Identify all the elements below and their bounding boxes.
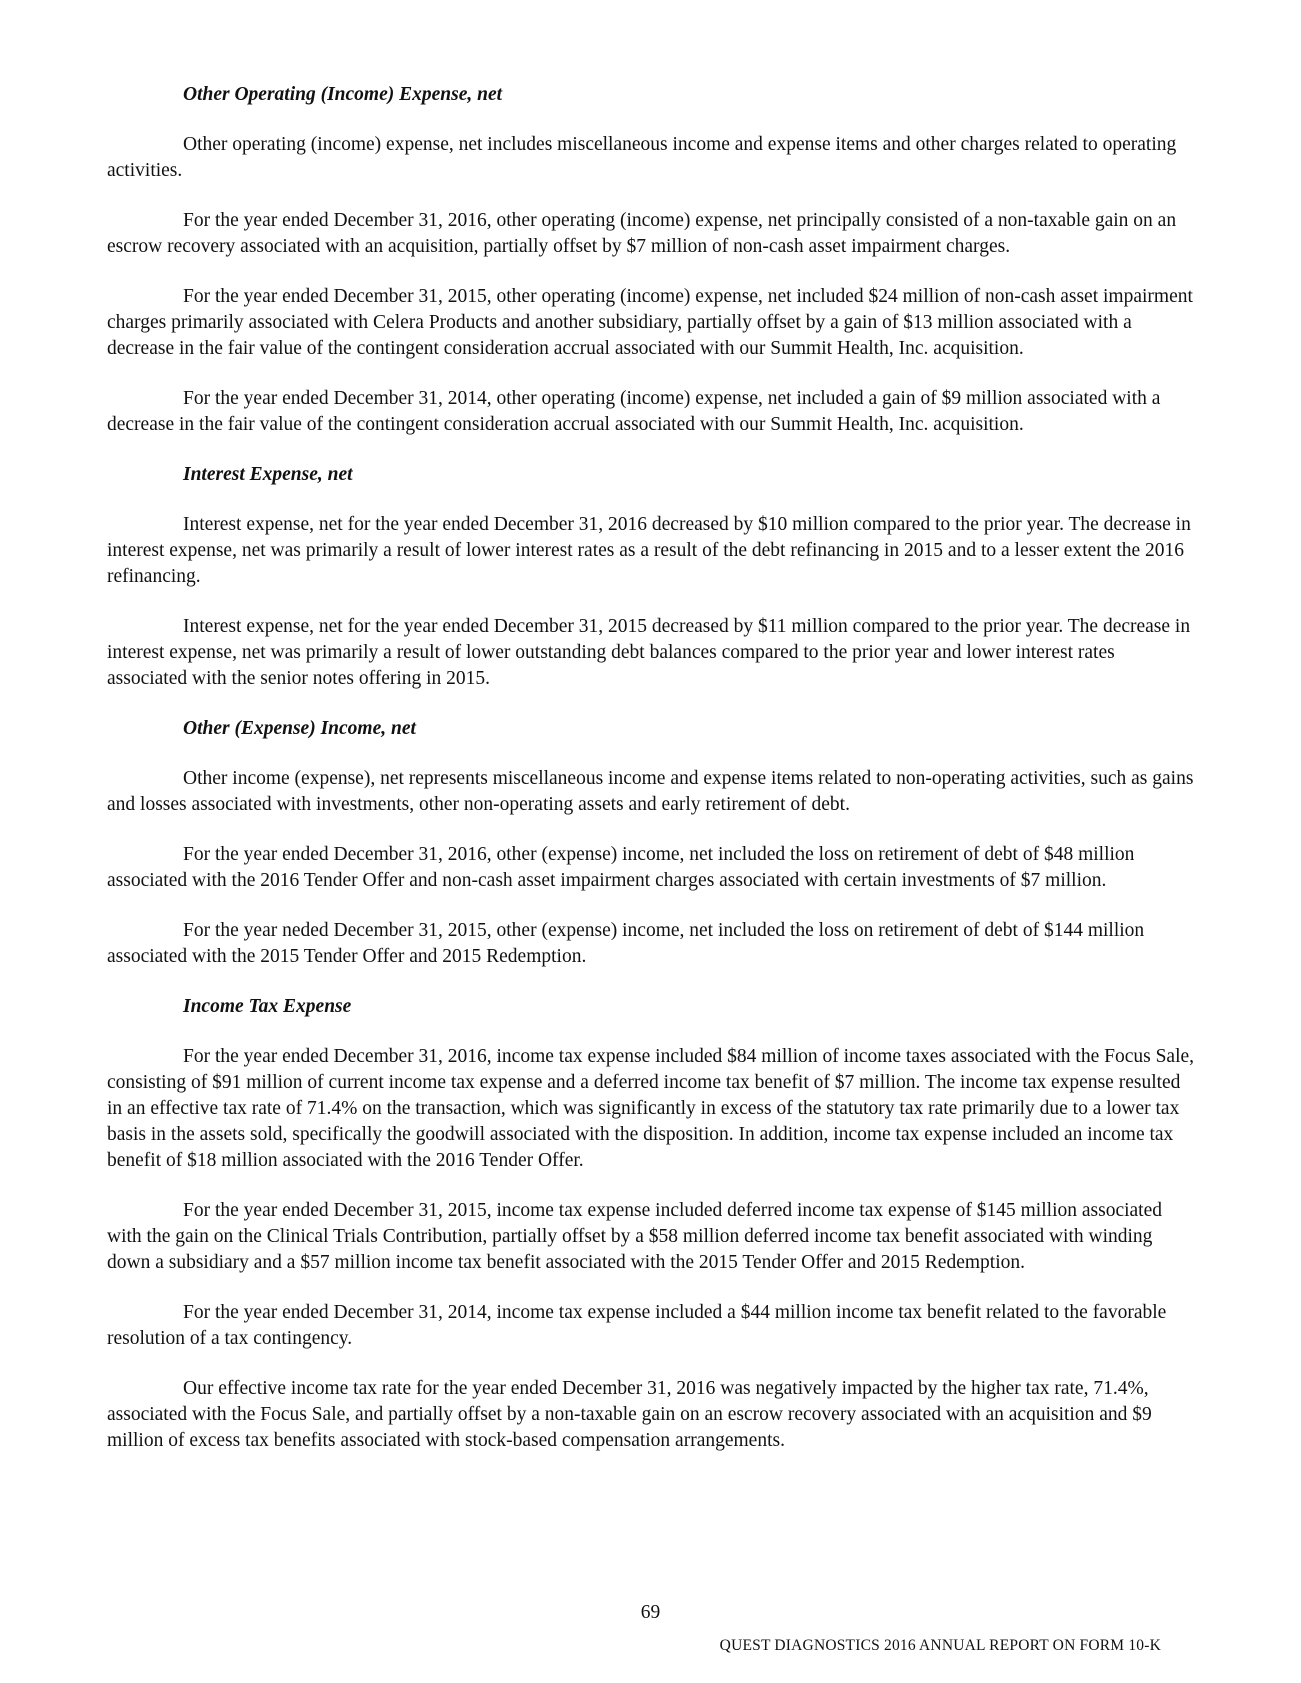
paragraph: Interest expense, net for the year ended December 31, 2016 decreased by $10 million compared to the prior year. The decrease in interest expense, net was primarily a result of lower interest rates as a result of the debt refinancing in 2015 and to a lesser extent the 2016 refinancing. <box>107 514 1191 587</box>
section-heading-other-operating: Other Operating (Income) Expense, net <box>183 84 503 105</box>
paragraph: Our effective income tax rate for the year ended December 31, 2016 was negatively impacted by the higher tax rate, 71.4%, associated with the Focus Sale, and partially offset by a non-taxable gain on an escrow recovery associated with an acquisition and $9 million of excess tax benefits associated with stock-based compensation arrangements. <box>107 1378 1152 1451</box>
paragraph: Other income (expense), net represents miscellaneous income and expense items related to non-operating activities, such as gains and losses associated with investments, other non-operating assets and early retirement of debt. <box>107 768 1194 815</box>
paragraph: For the year ended December 31, 2016, income tax expense included $84 million of income taxes associated with the Focus Sale, consisting of $91 million of current income tax expense and a deferred income tax benefit of $7 million. The income tax expense resulted in an effective tax rate of 71.4% on the transaction, which was significantly in excess of the statutory tax rate primarily due to a lower tax basis in the assets sold, specifically the goodwill associated with the disposition. In addition, income tax expense included an income tax benefit of $18 million associated with the 2016 Tender Offer. <box>107 1046 1195 1171</box>
document-body <box>107 82 1197 1478</box>
section-heading-interest-expense: Interest Expense, net <box>183 464 353 485</box>
paragraph: For the year neded December 31, 2015, other (expense) income, net included the loss on retirement of debt of $144 million associated with the 2015 Tender Offer and 2015 Redemption. <box>107 920 1145 967</box>
paragraph: Other operating (income) expense, net includes miscellaneous income and expense items and other charges related to operating activities. <box>107 134 1177 181</box>
page-footer: QUEST DIAGNOSTICS 2016 ANNUAL REPORT ON FORM 10-K <box>719 1637 1161 1654</box>
paragraph: For the year ended December 31, 2015, other operating (income) expense, net included $24 million of non-cash asset impairment charges primarily associated with Celera Products and another subsidiary, partially offset by a gain of $13 million associated with a decrease in the fair value of the contingent consideration accrual associated with our Summit Health, Inc. acquisition. <box>107 286 1193 359</box>
paragraph: For the year ended December 31, 2016, other (expense) income, net included the loss on retirement of debt of $48 million associated with the 2016 Tender Offer and non-cash asset impairment charges associated with certain investments of $7 million. <box>107 844 1135 891</box>
paragraph: For the year ended December 31, 2014, income tax expense included a $44 million income tax benefit related to the favorable resolution of a tax contingency. <box>107 1302 1167 1349</box>
section-heading-other-expense-income: Other (Expense) Income, net <box>183 718 416 739</box>
paragraph: For the year ended December 31, 2014, other operating (income) expense, net included a gain of $9 million associated with a decrease in the fair value of the contingent consideration accrual associated with our Summit Health, Inc. acquisition. <box>107 388 1161 435</box>
section-heading-income-tax: Income Tax Expense <box>183 996 352 1017</box>
paragraph: Interest expense, net for the year ended December 31, 2015 decreased by $11 million compared to the prior year. The decrease in interest expense, net was primarily a result of lower outstanding debt balances compared to the prior year and lower interest rates associated with the senior notes offering in 2015. <box>107 616 1191 689</box>
paragraph: For the year ended December 31, 2016, other operating (income) expense, net principally consisted of a non-taxable gain on an escrow recovery associated with an acquisition, partially offset by $7 million of non-cash asset impairment charges. <box>107 210 1177 257</box>
page-number: 69 <box>640 1602 661 1623</box>
paragraph: For the year ended December 31, 2015, income tax expense included deferred income tax expense of $145 million associated with the gain on the Clinical Trials Contribution, partially offset by a $58 million deferred income tax benefit associated with winding down a subsidiary and a $57 million income tax benefit associated with the 2015 Tender Offer and 2015 Redemption. <box>107 1200 1162 1273</box>
